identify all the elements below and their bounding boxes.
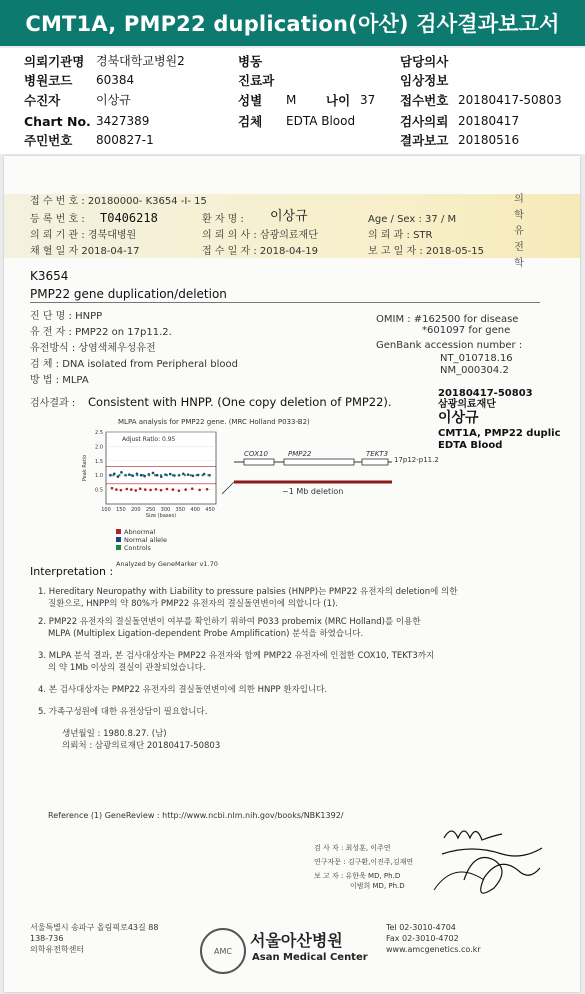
locus: 17p12-p11.2 [394,456,439,464]
examinee-value: 이상규 [96,93,131,107]
reg-label: 등 록 번 호 : [30,214,85,225]
adjust-ratio: Adjust Ratio: 0.95 [122,436,176,443]
point-control [184,474,186,476]
website: www.amcgenetics.co.kr [386,945,481,954]
patient-label: 환 자 명 : [202,214,244,225]
diagnosis: 진 단 명 : HNPP [30,311,103,322]
chart-no-label: Chart No. [24,114,91,129]
method: 방 법 : MLPA [30,375,89,386]
request-date-value: 20180417 [458,114,520,128]
chart-legend [116,528,167,552]
interp-2b: MLPA (Multiplex Ligation-dependent Probe Amplification) 분석을 하였습니다. [48,629,364,639]
chart-no-value: 3427389 [96,114,150,128]
receive-date: 접 수 일 자 : 2018-04-19 [202,246,319,257]
point-normal [192,474,195,477]
point-abnormal [172,488,175,491]
point-abnormal [144,488,147,491]
clinical-info-label: 임상정보 [400,73,449,88]
signature-image [424,820,564,900]
age-label: 나이 [326,93,351,108]
mlpa-figure [76,416,439,568]
omim-disease: OMIM : #162500 for disease [376,314,519,325]
department-label: 진료과 [238,73,275,88]
rrn-label: 주민번호 [24,133,73,148]
fax: Fax 02-3010-4702 [386,934,459,943]
y-tick-label: 2.0 [95,444,103,451]
institution-label: 의뢰기관명 [24,54,85,69]
examinee-label: 수진자 [24,93,61,108]
x-tick-label: 450 [205,507,215,513]
point-normal [156,474,159,477]
point-normal [120,471,123,474]
sticker-name: 이상규 [438,410,479,426]
point-normal [169,473,172,476]
legend-normal: Normal allele [116,536,167,544]
point-abnormal [149,489,152,492]
point-normal [187,473,190,476]
report-title-banner [0,0,585,46]
x-tick-label: 400 [190,507,200,513]
x-tick-label: 350 [175,507,186,513]
scanned-report [4,156,580,992]
y-tick-label: 2.5 [95,430,103,436]
interp-1a: 1. Hereditary Neuropathy with Liability to pressure palsies (HNPP)는 PMP22 유전자의 deletion에 의한 [38,587,458,597]
ward-label: 병동 [238,54,263,69]
doctor-label: 담당의사 [400,54,449,69]
sex-label: 성별 [238,93,263,108]
report-date-label: 결과보고 [400,133,449,148]
address-1: 서울특별시 송파구 올림픽로43길 88 [30,923,159,932]
signer-4: 이범희 MD, Ph.D [350,882,405,890]
req-doc: 의 뢰 의 사 : 삼광의료재단 [202,230,318,241]
collection-date: 채 혈 일 자 2018-04-17 [30,246,140,257]
point-abnormal [191,487,194,490]
point-control [166,474,168,476]
point-abnormal [115,488,118,491]
x-tick-label: 300 [160,507,171,513]
test-name: PMP22 gene duplication/deletion [30,287,227,301]
reception-line: 접 수 번 호 : 20180000- K3654 -I- 15 [30,196,207,207]
hospital-code-label: 병원코드 [24,73,73,88]
interp-5: 5. 가족구성원에 대한 유전상담이 필요합니다. [38,707,208,717]
y-axis-label: Peak Ratio [82,454,88,482]
sticker-specimen: EDTA Blood [438,440,503,451]
genbank-label: GenBank accession number : [376,340,523,351]
req-dept: 의 뢰 과 : STR [368,230,433,241]
point-control [154,474,156,476]
legend-controls: Controls [116,544,167,552]
gene-pmp22: PMP22 [288,450,312,458]
x-tick-label: 250 [145,507,156,513]
interp-3b: 의 약 1Mb 이상의 결실이 관찰되었습니다. [48,663,206,673]
specimen-value: EDTA Blood [286,114,356,128]
y-tick-label: 1.5 [95,458,103,465]
point-control [130,474,132,476]
x-tick-label: 200 [130,507,141,513]
point-abnormal [198,489,201,492]
sex-value: M [286,93,297,107]
point-abnormal [178,489,181,492]
requester: 의뢰처 : 삼광의료재단 20180417-50803 [62,741,221,751]
point-abnormal [184,488,187,491]
age-value: 37 [360,93,376,107]
interp-2a: 2. PMP22 유전자의 결실돌연변이 여부를 확인하기 위하여 P033 probemix (MRC Holland)를 이용한 [38,617,421,627]
y-tick-label: 1.0 [95,473,103,480]
point-control [172,474,174,476]
inheritance: 유전방식 : 상염색체우성유전 [30,343,156,354]
req-org: 의 뢰 기 관 : 경북대병원 [30,230,137,241]
signer-3: 보 고 자 : 유한욱 MD, Ph.D [314,872,401,880]
hospital-logo: AMC [200,928,246,974]
interp-1b: 질환으로, HNPP의 약 80%가 PMP22 유전자의 결실돌연변이에 의합니다 (1). [48,599,338,609]
address-2: 138-736 [30,934,64,943]
interp-3a: 3. MLPA 분석 결과, 본 검사대상자는 PMP22 유전자와 함께 PMP22 유전자에 인접한 COX10, TEKT3까지 [38,651,435,661]
point-abnormal [166,488,169,491]
sticker-org: 삼광의료재단 [438,399,496,410]
x-axis-label: Size (bases) [145,513,177,519]
point-abnormal [111,487,114,490]
point-control [148,474,150,476]
gene: 유 전 자 : PMP22 on 17p11.2. [30,327,172,338]
x-tick-label: 100 [101,507,111,513]
result-text: Consistent with HNPP. (One copy deletion of PMP22). [88,395,392,409]
address-3: 의학유전학센터 [30,945,85,954]
reference: Reference (1) GeneReview : http://www.ncbi.nlm.nih.gov/books/NBK1392/ [48,811,344,820]
point-control [196,474,198,476]
genbank-nt: NT_010718.16 [440,353,513,364]
point-abnormal [134,489,137,492]
point-control [112,474,114,476]
hospital-code-value: 60384 [96,73,135,87]
legend-abnormal: Abnormal [116,528,167,536]
point-control [190,474,192,476]
age-sex: Age / Sex : 37 / M [368,214,457,225]
specimen-label: 검체 [238,114,263,129]
point-control [160,474,162,476]
interp-4: 4. 본 검사대상자는 PMP22 유전자의 결실돌연변이에 의한 HNPP 환자입니다. [38,685,328,695]
signer-2: 연구자문 : 김구환,이진주,김재연 [314,858,414,866]
chart-title: MLPA analysis for PMP22 gene. (MRC Holland P033-B2) [118,418,310,426]
point-abnormal [120,489,123,492]
point-control [136,474,138,476]
point-abnormal [130,488,133,491]
tel: Tel 02-3010-4704 [386,923,456,932]
point-abnormal [139,487,142,490]
gene-cox10: COX10 [244,450,268,458]
birth-date: 생년월일 : 1980.8.27. (남) [62,729,167,739]
point-normal [140,474,143,477]
gene-tekt3: TEKT3 [366,450,389,458]
patient-name: 이상규 [270,209,308,224]
point-normal [152,472,155,475]
request-date-label: 검사의뢰 [400,114,449,129]
specimen-detail: 검 체 : DNA isolated from Peripheral blood [30,359,238,370]
divider [30,302,540,303]
point-abnormal [155,488,158,491]
report-date-value: 20180516 [458,133,520,147]
genbank-nm: NM_000304.2 [440,365,509,376]
interpretation-title: Interpretation : [30,565,114,578]
report-date: 보 고 일 자 : 2018-05-15 [368,246,485,257]
deletion-size: ~1 Mb deletion [282,487,344,496]
result-label: 검사결과 : [30,398,76,409]
sticker-test: CMT1A, PMP22 duplic [438,428,561,439]
point-normal [128,473,131,476]
reception-no-value: 20180417-50803 [458,93,562,107]
hospital-name-en: Asan Medical Center [252,952,368,963]
point-abnormal [206,488,209,491]
point-control [202,474,204,476]
point-control [118,474,120,476]
point-normal [109,474,112,477]
test-code: K3654 [30,269,69,283]
point-abnormal [126,488,129,491]
dept-vertical-label: 의학유전학 [514,194,524,269]
point-control [178,474,180,476]
reg-no: T0406218 [100,211,158,225]
y-tick-label: 0.5 [95,487,103,494]
institution-value: 경북대학교병원2 [96,54,185,68]
reception-no-label: 접수번호 [400,93,449,108]
analyzed-by: Analyzed by GeneMarker v1.70 [116,560,218,568]
hospital-name-kr: 서울아산병원 [250,931,343,950]
point-control [124,474,126,476]
omim-gene: *601097 for gene [422,325,511,336]
sticker-reception-no: 20180417-50803 [438,388,533,399]
patient-info-panel [0,48,585,154]
report-title: CMT1A, PMP22 duplication(아산) 검사결과보고서 [25,12,560,36]
rrn-value: 800827-1 [96,133,154,147]
signer-1: 검 사 자 : 최성훈, 이주연 [314,844,391,852]
point-control [208,474,210,476]
point-abnormal [160,489,163,492]
point-control [142,474,144,476]
x-tick-label: 150 [116,507,126,513]
